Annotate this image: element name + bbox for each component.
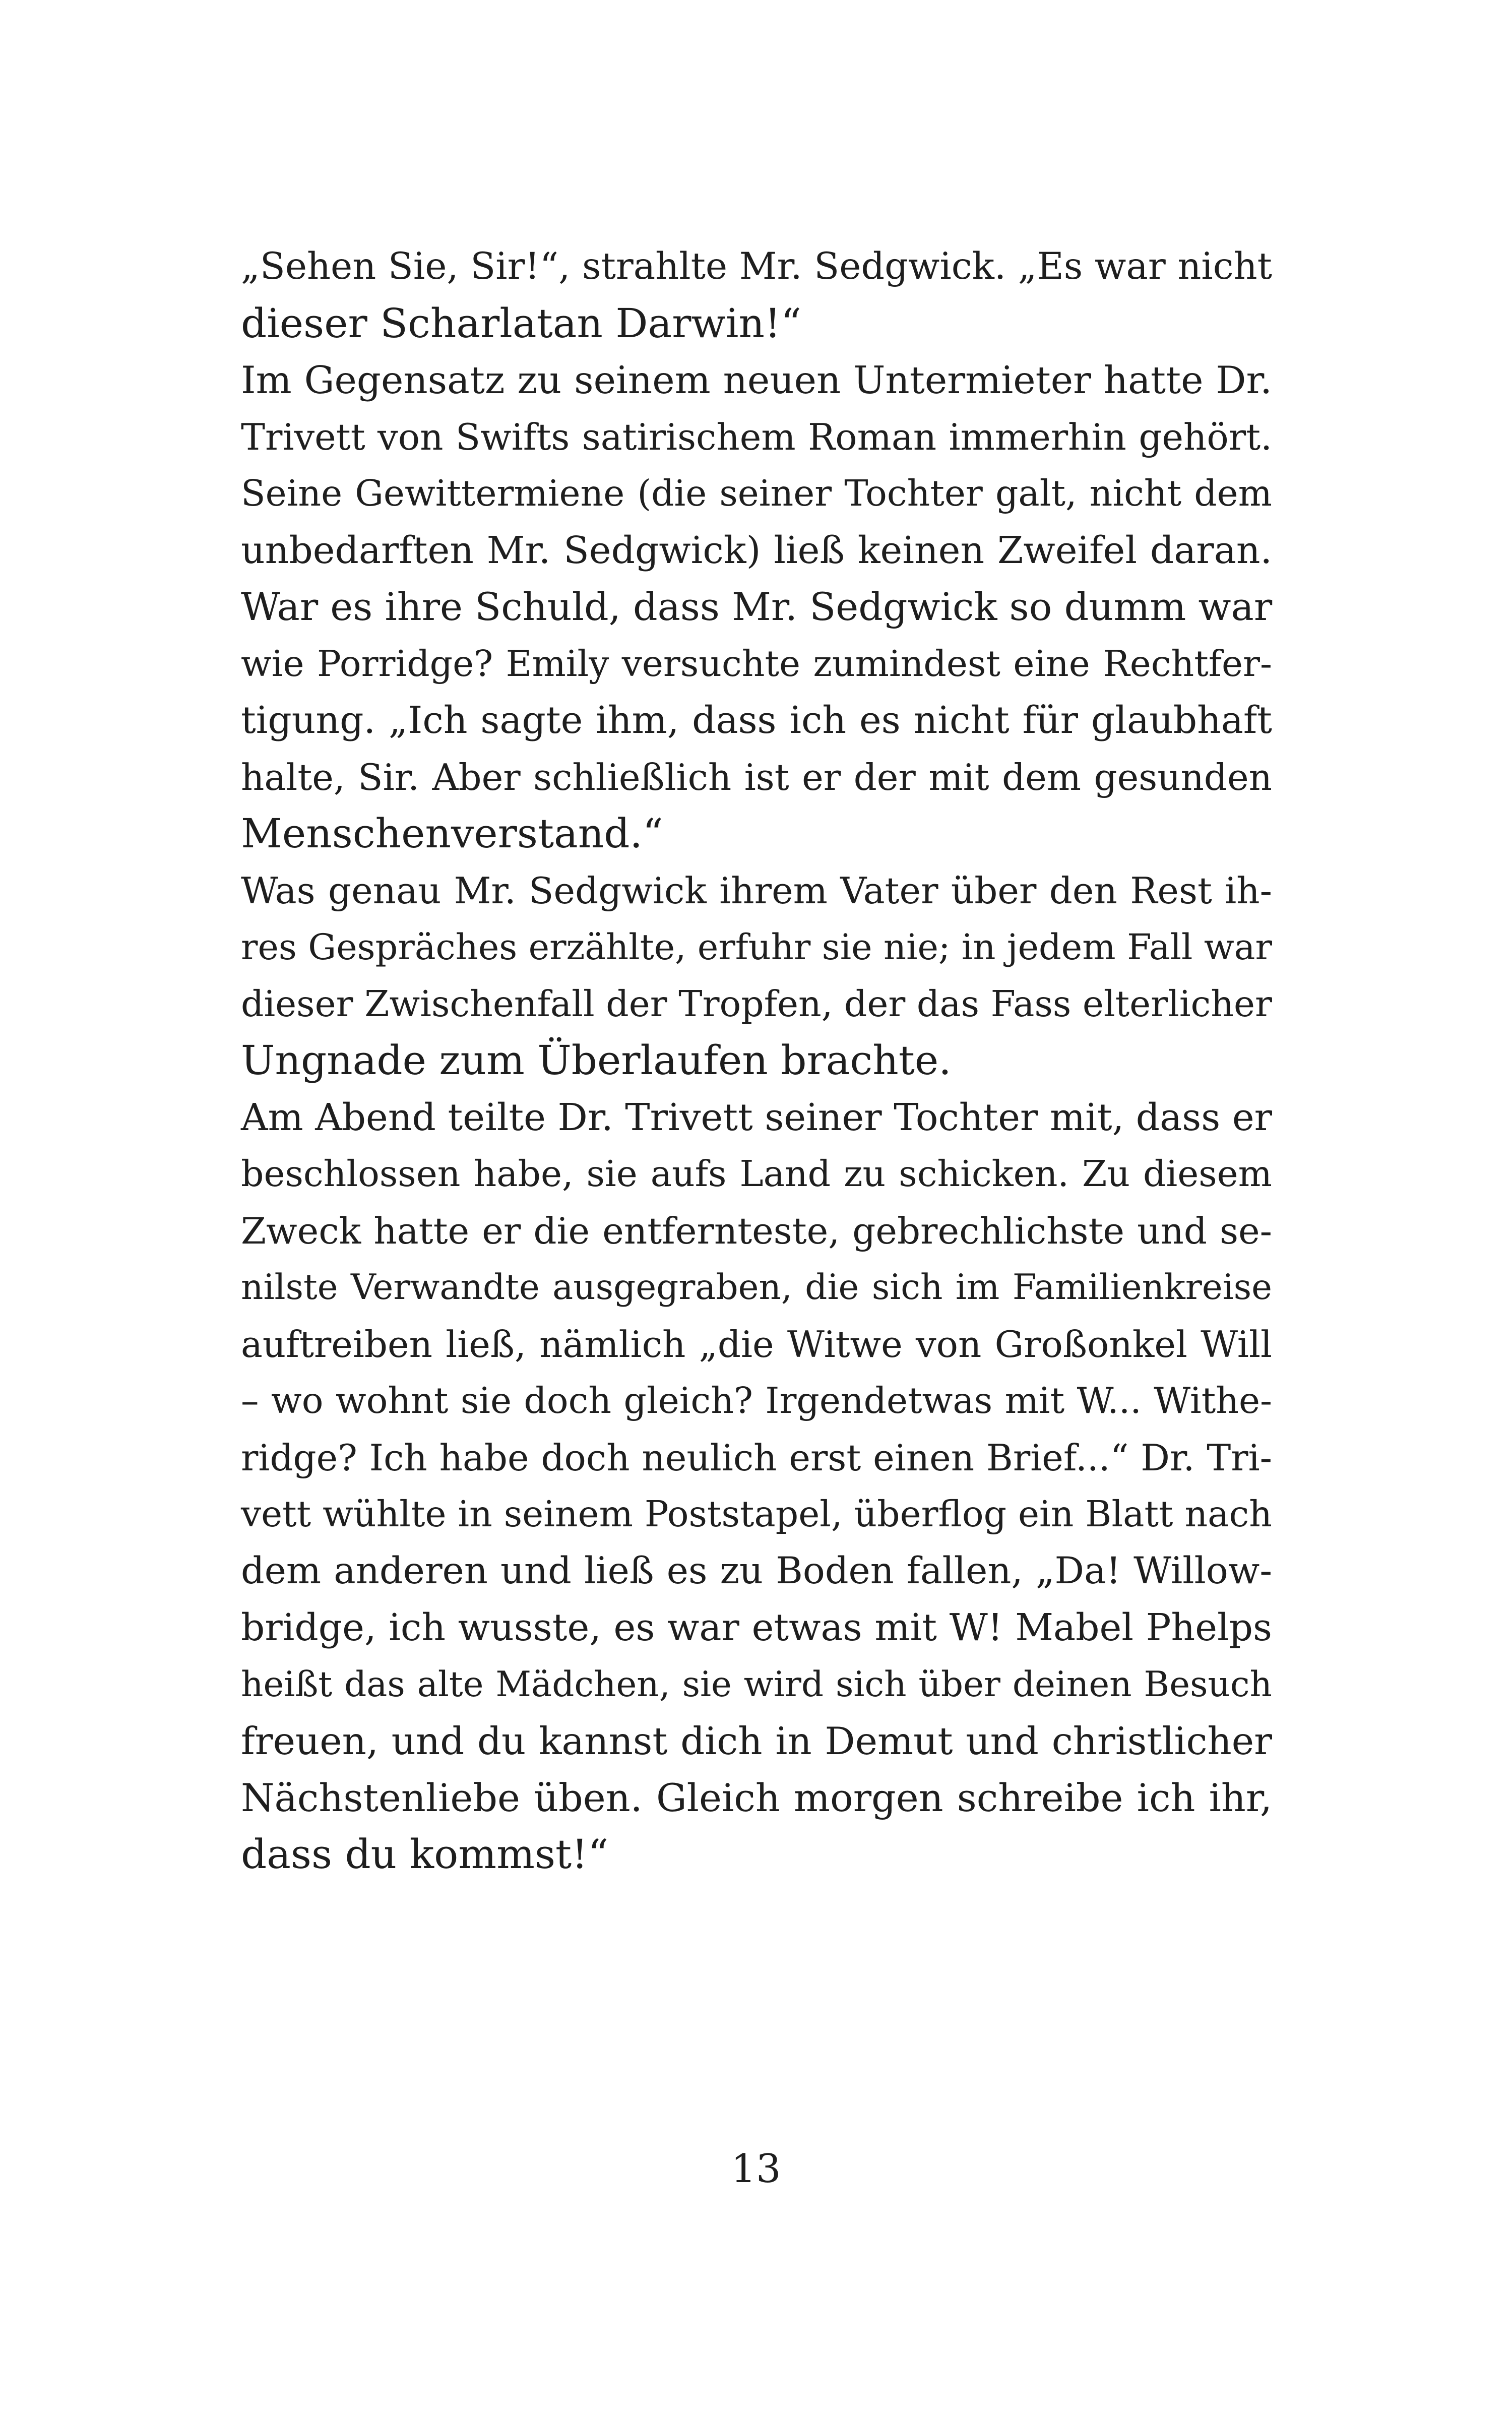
- body-text: [241, 238, 1272, 1883]
- text-line: Nächstenliebe üben. Gleich morgen schreibe ich ihr,: [241, 1775, 1272, 1820]
- text-line: heißt das alte Mädchen, sie wird sich über deinen Besuch: [241, 1664, 1272, 1705]
- text-line: unbedarften Mr. Sedgwick) ließ keinen Zweifel daran.: [241, 528, 1272, 572]
- text-line: „Sehen Sie, Sir!“, strahlte Mr. Sedgwick. „Es war nicht: [241, 245, 1272, 288]
- text-line: wie Porridge? Emily versuchte zumindest eine Rechtfer-: [241, 642, 1272, 685]
- text-line: vett wühlte in seinem Poststapel, überflog ein Blatt nach: [241, 1493, 1272, 1535]
- text-line: Was genau Mr. Sedgwick ihrem Vater über den Rest ih-: [241, 869, 1272, 912]
- text-line: res Gespräches erzählte, erfuhr sie nie; in jedem Fall war: [241, 926, 1272, 968]
- text-line: beschlossen habe, sie aufs Land zu schicken. Zu diesem: [241, 1153, 1272, 1195]
- text-line: dieser Zwischenfall der Tropfen, der das Fass elterlicher: [241, 982, 1272, 1025]
- text-line: auftreiben ließ, nämlich „die Witwe von Großonkel Will: [241, 1323, 1272, 1366]
- text-line: Seine Gewittermiene (die seiner Tochter galt, nicht dem: [241, 472, 1272, 514]
- text-line: bridge, ich wusste, es war etwas mit W! Mabel Phelps: [241, 1606, 1272, 1649]
- text-line: ridge? Ich habe doch neulich erst einen Brief...“ Dr. Tri-: [241, 1436, 1272, 1479]
- text-line: Ungnade zum Überlaufen brachte.: [241, 1037, 952, 1084]
- page-number: 13: [731, 2146, 781, 2192]
- text-line: Menschenverstand.“: [241, 810, 663, 857]
- text-line: freuen, und du kannst dich in Demut und christlicher: [241, 1719, 1272, 1763]
- text-line: Im Gegensatz zu seinem neuen Untermieter hatte Dr.: [241, 358, 1272, 402]
- text-line: dass du kommst!“: [241, 1831, 609, 1878]
- text-line: Zweck hatte er die entfernteste, gebrechlichste und se-: [241, 1209, 1272, 1252]
- text-line: dieser Scharlatan Darwin!“: [241, 299, 802, 347]
- text-line: halte, Sir. Aber schließlich ist er der mit dem gesunden: [241, 756, 1272, 798]
- text-line: dem anderen und ließ es zu Boden fallen, „Da! Willow-: [241, 1549, 1272, 1592]
- text-line: War es ihre Schuld, dass Mr. Sedgwick so dumm war: [241, 584, 1273, 629]
- text-line: – wo wohnt sie doch gleich? Irgendetwas mit W... Withe-: [241, 1380, 1272, 1421]
- text-line: Am Abend teilte Dr. Trivett seiner Tochter mit, dass er: [241, 1095, 1272, 1139]
- text-line: tigung. „Ich sagte ihm, dass ich es nicht für glaubhaft: [241, 699, 1272, 742]
- text-line: nilste Verwandte ausgegraben, die sich im Familienkreise: [241, 1267, 1272, 1308]
- text-line: Trivett von Swifts satirischem Roman immerhin gehört.: [241, 415, 1272, 458]
